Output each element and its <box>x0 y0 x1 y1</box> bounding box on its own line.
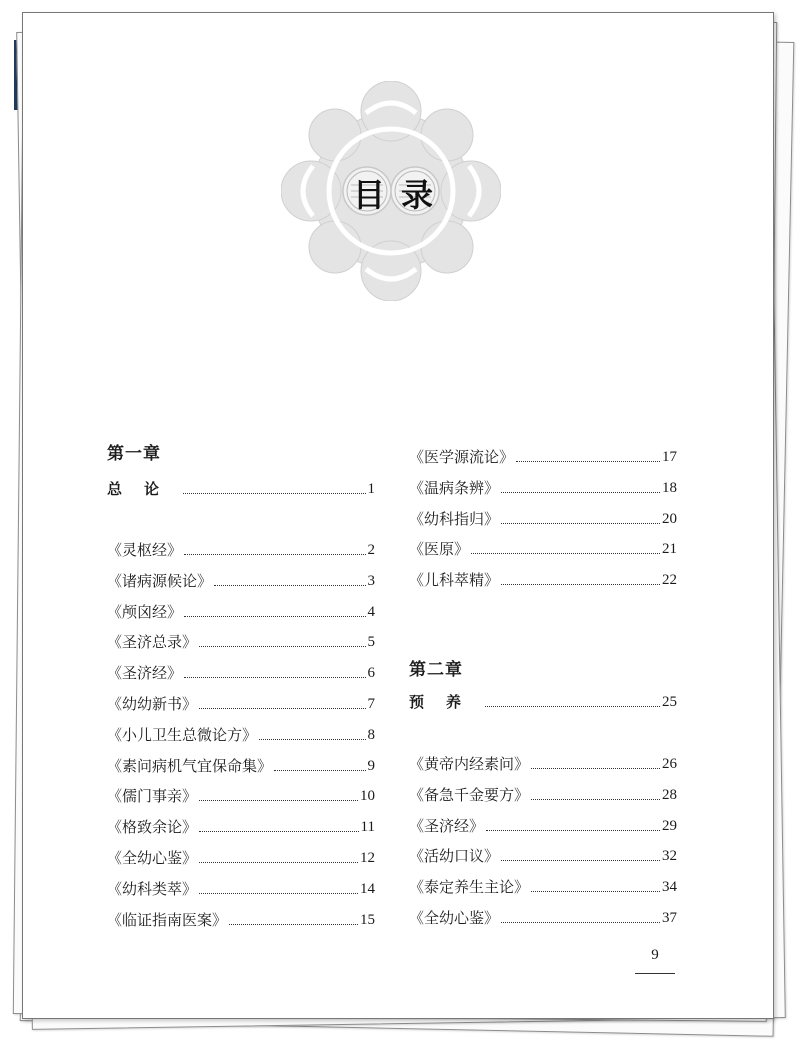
toc-page-number: 37 <box>662 910 677 926</box>
leader-dots <box>183 493 365 494</box>
toc-page-number: 22 <box>662 572 677 589</box>
toc-section-row[interactable] <box>409 688 677 712</box>
toc-entry-title: 《备急千金要方》 <box>409 785 530 804</box>
toc-entry-title: 《素问病机气宜保命集》 <box>107 756 273 775</box>
leader-dots <box>501 584 660 585</box>
toc-entry-title: 《圣济经》 <box>107 664 183 683</box>
leader-dots <box>199 831 359 832</box>
toc-page-number: 15 <box>360 911 375 928</box>
leader-dots <box>199 800 358 801</box>
toc-entry[interactable] <box>409 904 677 928</box>
toc-entry[interactable] <box>107 628 375 652</box>
toc-page-number: 14 <box>360 880 375 897</box>
toc-entry-title: 《活幼口议》 <box>409 847 500 866</box>
toc-entry[interactable] <box>107 536 375 560</box>
toc-entry-title: 《幼幼新书》 <box>107 695 198 713</box>
leader-dots <box>486 830 660 831</box>
toc-entry[interactable] <box>107 906 375 930</box>
toc-entry-title: 《幼科类萃》 <box>107 879 198 898</box>
toc-entry[interactable] <box>107 844 375 868</box>
toc-entry[interactable] <box>409 781 677 805</box>
toc-page-number: 25 <box>662 694 677 710</box>
toc-page-number: 21 <box>662 541 677 558</box>
toc-section-name: 总论 <box>107 480 182 498</box>
toc-entry[interactable] <box>107 690 375 714</box>
leader-dots <box>229 924 358 925</box>
leader-dots <box>199 708 365 709</box>
leader-dots <box>501 492 660 493</box>
toc-entry[interactable] <box>107 721 375 745</box>
leader-dots <box>199 646 365 647</box>
toc-page-number: 3 <box>367 572 375 589</box>
leader-dots <box>501 922 660 923</box>
toc-page-number: 17 <box>662 449 677 465</box>
leader-dots <box>199 893 358 894</box>
toc-entry-title: 《圣济总录》 <box>107 633 198 652</box>
toc-page-number: 6 <box>367 665 375 682</box>
toc-page-number: 5 <box>367 634 375 651</box>
toc-entry-title: 《小儿卫生总微论方》 <box>107 725 258 744</box>
toc-entry[interactable] <box>409 535 677 559</box>
toc-entry[interactable] <box>107 752 375 776</box>
toc-page-number: 12 <box>360 850 375 866</box>
toc-entry-title: 《黄帝内经素问》 <box>409 755 530 773</box>
toc-entry-title: 《临证指南医案》 <box>107 910 228 929</box>
toc-entry[interactable] <box>107 782 375 806</box>
toc-entry[interactable] <box>107 813 375 837</box>
toc-entry-title: 《儒门事亲》 <box>107 787 198 806</box>
toc-entry-title: 《温病条辨》 <box>409 478 500 497</box>
toc-entry-title: 《诸病源候论》 <box>107 571 213 590</box>
page-number: 9 <box>651 947 659 963</box>
leader-dots <box>199 862 358 863</box>
toc-page-number: 18 <box>662 479 677 496</box>
toc-entry[interactable] <box>409 812 677 836</box>
toc-entry-title: 《灵枢经》 <box>107 541 183 559</box>
toc-entry[interactable] <box>107 875 375 899</box>
toc-page-number: 34 <box>662 879 677 896</box>
leader-dots <box>274 770 365 771</box>
toc-entry[interactable] <box>409 474 677 498</box>
toc-entry[interactable] <box>107 598 375 622</box>
toc-entry-title: 《医学源流论》 <box>409 448 515 466</box>
toc-entry-title: 《全幼心鉴》 <box>107 849 198 867</box>
toc-page-number: 10 <box>360 788 375 805</box>
toc-page <box>22 12 774 1019</box>
leader-dots <box>501 523 660 524</box>
leader-dots <box>259 739 365 740</box>
leader-dots <box>516 461 660 462</box>
toc-section-name: 预养 <box>409 693 484 711</box>
leader-dots <box>471 553 660 554</box>
toc-page-number: 32 <box>662 848 677 865</box>
leader-dots <box>184 554 365 555</box>
toc-page-number: 28 <box>662 786 677 803</box>
leader-dots <box>184 616 365 617</box>
leader-dots <box>485 706 660 707</box>
toc-entry[interactable] <box>409 750 677 774</box>
chapter-2-heading: 第二章 <box>409 660 463 680</box>
toc-entry-title: 《圣济经》 <box>409 816 485 835</box>
toc-page-number: 11 <box>360 819 375 836</box>
toc-page-number: 8 <box>367 726 375 743</box>
toc-entry-title: 《医原》 <box>409 540 470 559</box>
toc-entry[interactable] <box>409 842 677 866</box>
toc-page-number: 2 <box>367 542 375 558</box>
leader-dots <box>214 585 365 586</box>
toc-entry[interactable] <box>107 567 375 591</box>
leader-dots <box>531 891 660 892</box>
toc-page-number: 9 <box>367 757 375 774</box>
toc-entry-title: 《泰定养生主论》 <box>409 878 530 897</box>
page-number-rule <box>635 973 675 974</box>
toc-section-row[interactable] <box>107 475 375 499</box>
leader-dots <box>531 799 660 800</box>
toc-title-char-2: 录 <box>400 176 433 214</box>
toc-entry[interactable] <box>107 659 375 683</box>
toc-page-number: 1 <box>367 481 375 497</box>
toc-entry-title: 《幼科指归》 <box>409 509 500 528</box>
toc-entry[interactable] <box>409 443 677 467</box>
toc-entry-title: 《颅囟经》 <box>107 602 183 621</box>
toc-entry-title: 《全幼心鉴》 <box>409 909 500 927</box>
leader-dots <box>531 768 660 769</box>
toc-entry-title: 《格致余论》 <box>107 818 198 837</box>
chapter-1-heading: 第一章 <box>107 444 161 464</box>
toc-page-number: 29 <box>662 817 677 834</box>
toc-entry[interactable] <box>409 505 677 529</box>
toc-entry[interactable] <box>409 873 677 897</box>
toc-page-number: 4 <box>367 603 375 620</box>
toc-entry-title: 《儿科萃精》 <box>409 571 500 590</box>
leader-dots <box>184 677 365 678</box>
toc-page-number: 7 <box>367 696 375 712</box>
toc-page-number: 20 <box>662 510 677 527</box>
toc-entry[interactable] <box>409 566 677 590</box>
toc-title-char-1: 目 <box>352 176 385 214</box>
leader-dots <box>501 860 660 861</box>
toc-page-number: 26 <box>662 756 677 772</box>
